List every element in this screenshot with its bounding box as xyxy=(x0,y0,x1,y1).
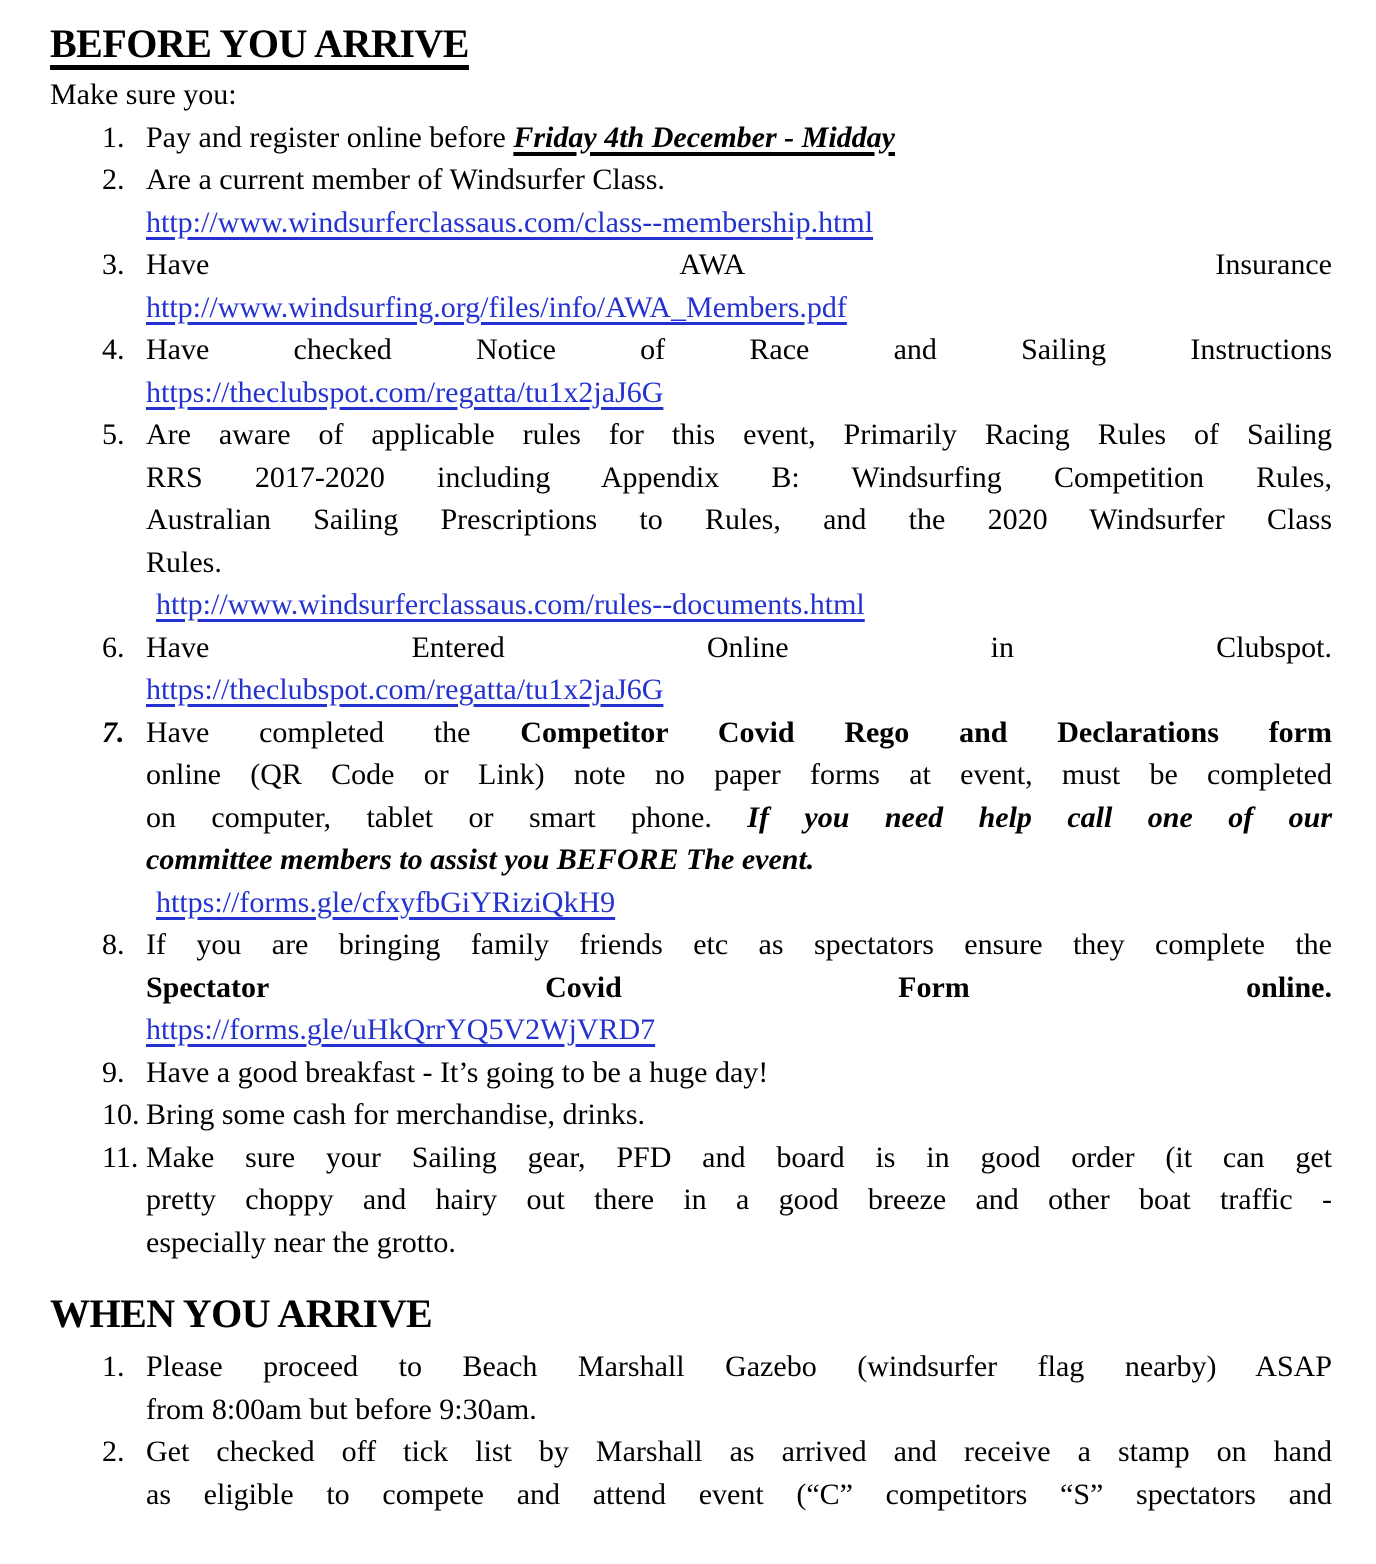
item-number: 4. xyxy=(102,333,125,366)
item-number: 5. xyxy=(102,418,125,451)
item-content xyxy=(146,1052,1332,1095)
text-line xyxy=(146,542,1332,585)
text-segment: Have Entered Online in Clubspot. xyxy=(146,630,1332,664)
text-segment: Competitor Covid Rego and Declarations form xyxy=(520,715,1332,749)
list-item xyxy=(50,117,1332,160)
item-number: 1. xyxy=(102,120,125,154)
text-line xyxy=(146,797,1332,840)
text-line xyxy=(146,924,1332,967)
list-item xyxy=(50,159,1332,244)
text-line xyxy=(146,1052,1332,1095)
text-segment: Pay and register online before xyxy=(146,120,514,154)
item-number: 7. xyxy=(102,715,125,749)
item-content xyxy=(146,1094,1332,1137)
list-item xyxy=(50,712,1332,925)
text-line xyxy=(146,372,1332,415)
item-content xyxy=(146,159,1332,244)
text-segment: Please proceed to Beach Marshall Gazebo (windsurfer flag nearby) ASAP xyxy=(146,1350,1332,1383)
hyperlink[interactable]: https://forms.gle/cfxyfbGiYRiziQkH9 xyxy=(156,885,616,919)
text-segment: Australian Sailing Prescriptions to Rules, and the 2020 Windsurfer Class xyxy=(146,503,1332,536)
text-line xyxy=(146,1474,1332,1517)
text-segment: as eligible to compete and attend event (“C” competitors “S” spectators and xyxy=(146,1477,1332,1511)
item-content xyxy=(146,329,1332,414)
text-segment: especially near the grotto. xyxy=(146,1225,456,1259)
text-line xyxy=(146,584,1332,627)
item-content xyxy=(146,1346,1332,1431)
item-number: 3. xyxy=(102,248,125,281)
text-segment: on computer, tablet or smart phone. xyxy=(146,800,748,834)
hyperlink[interactable]: http://www.windsurferclassaus.com/class--membership.html xyxy=(146,205,874,239)
section-heading-before-you-arrive: BEFORE YOU ARRIVE xyxy=(50,21,469,66)
text-segment: Bring some cash for merchandise, drinks. xyxy=(146,1098,646,1131)
text-segment: Make sure your Sailing gear, PFD and board is in good order (it can get xyxy=(146,1140,1332,1174)
list-item xyxy=(50,1052,1332,1095)
item-content xyxy=(146,244,1332,329)
text-line xyxy=(146,1431,1332,1474)
list-item xyxy=(50,1346,1332,1431)
text-line xyxy=(146,414,1332,457)
item-number: 2. xyxy=(102,1435,125,1468)
item-number: 11. xyxy=(102,1140,139,1174)
text-segment: pretty choppy and hairy out there in a good breeze and other boat traffic - xyxy=(146,1183,1332,1216)
section-before-you-arrive xyxy=(50,20,1332,1264)
text-segment: Are aware of applicable rules for this event, Primarily Racing Rules of Sailing xyxy=(146,418,1332,451)
text-line xyxy=(146,1389,1332,1432)
hyperlink[interactable]: https://theclubspot.com/regatta/tu1x2jaJ6G xyxy=(146,673,664,706)
text-segment: committee members to assist you BEFORE The event. xyxy=(146,843,815,876)
text-line xyxy=(146,457,1332,500)
section-heading-when-you-arrive: WHEN YOU ARRIVE xyxy=(50,1291,433,1336)
text-segment: from 8:00am but before 9:30am. xyxy=(146,1392,537,1426)
hyperlink[interactable]: http://www.windsurfing.org/files/info/AWA_Members.pdf xyxy=(146,290,847,324)
text-segment: Friday 4th December - Midday xyxy=(513,120,895,154)
item-number: 8. xyxy=(102,928,125,961)
text-line xyxy=(146,669,1332,712)
text-segment: Spectator Covid Form online. xyxy=(146,970,1332,1004)
section-when-you-arrive xyxy=(50,1290,1332,1516)
text-line xyxy=(146,202,1332,245)
text-line xyxy=(146,287,1332,330)
text-line xyxy=(146,1094,1332,1137)
text-line xyxy=(146,1346,1332,1389)
text-segment: Have checked Notice of Race and Sailing Instructions xyxy=(146,333,1332,366)
text-segment: RRS 2017-2020 including Appendix B: Windsurfing Competition Rules, xyxy=(146,460,1332,494)
list-item xyxy=(50,414,1332,627)
text-line xyxy=(146,499,1332,542)
text-line xyxy=(146,967,1332,1010)
text-line xyxy=(146,1009,1332,1052)
item-content xyxy=(146,712,1332,925)
text-line xyxy=(146,1179,1332,1222)
text-segment: Have a good breakfast - It’s going to be a huge day! xyxy=(146,1055,769,1089)
text-segment: Are a current member of Windsurfer Class. xyxy=(146,163,665,196)
when-you-arrive-list xyxy=(50,1346,1332,1516)
text-line xyxy=(146,159,1332,202)
item-number: 1. xyxy=(102,1350,125,1383)
intro-text: Make sure you: xyxy=(50,78,237,111)
text-line xyxy=(146,117,1332,160)
text-line xyxy=(146,712,1332,755)
text-segment: Rules. xyxy=(146,545,222,579)
text-line xyxy=(146,882,1332,925)
list-item xyxy=(50,244,1332,329)
text-line xyxy=(146,754,1332,797)
hyperlink[interactable]: https://theclubspot.com/regatta/tu1x2jaJ6G xyxy=(146,375,664,409)
text-segment: Have completed the xyxy=(146,715,521,749)
text-line xyxy=(146,329,1332,372)
item-number: 2. xyxy=(102,163,125,196)
item-content xyxy=(146,117,1332,160)
list-item xyxy=(50,924,1332,1052)
text-segment: If you need help call one of our xyxy=(747,800,1332,834)
list-item xyxy=(50,1137,1332,1265)
text-line xyxy=(146,1222,1332,1265)
list-item xyxy=(50,329,1332,414)
list-item xyxy=(50,1431,1332,1516)
text-segment: Get checked off tick list by Marshall as arrived and receive a stamp on hand xyxy=(146,1435,1332,1468)
hyperlink[interactable]: http://www.windsurferclassaus.com/rules--documents.html xyxy=(156,588,865,621)
text-line xyxy=(146,627,1332,670)
text-segment: online (QR Code or Link) note no paper forms at event, must be completed xyxy=(146,758,1332,791)
item-number: 9. xyxy=(102,1055,125,1089)
list-item xyxy=(50,1094,1332,1137)
text-line xyxy=(146,839,1332,882)
text-segment: If you are bringing family friends etc as spectators ensure they complete the xyxy=(146,928,1332,961)
item-content xyxy=(146,414,1332,627)
item-number: 6. xyxy=(102,630,125,664)
text-segment: Have AWA Insurance xyxy=(146,248,1332,281)
item-content xyxy=(146,924,1332,1052)
item-content xyxy=(146,1137,1332,1265)
hyperlink[interactable]: https://forms.gle/uHkQrrYQ5V2WjVRD7 xyxy=(146,1013,656,1046)
before-you-arrive-list xyxy=(50,117,1332,1265)
text-line xyxy=(146,1137,1332,1180)
list-item xyxy=(50,627,1332,712)
item-content xyxy=(146,627,1332,712)
item-content xyxy=(146,1431,1332,1516)
text-line xyxy=(146,244,1332,287)
item-number: 10. xyxy=(102,1098,140,1131)
